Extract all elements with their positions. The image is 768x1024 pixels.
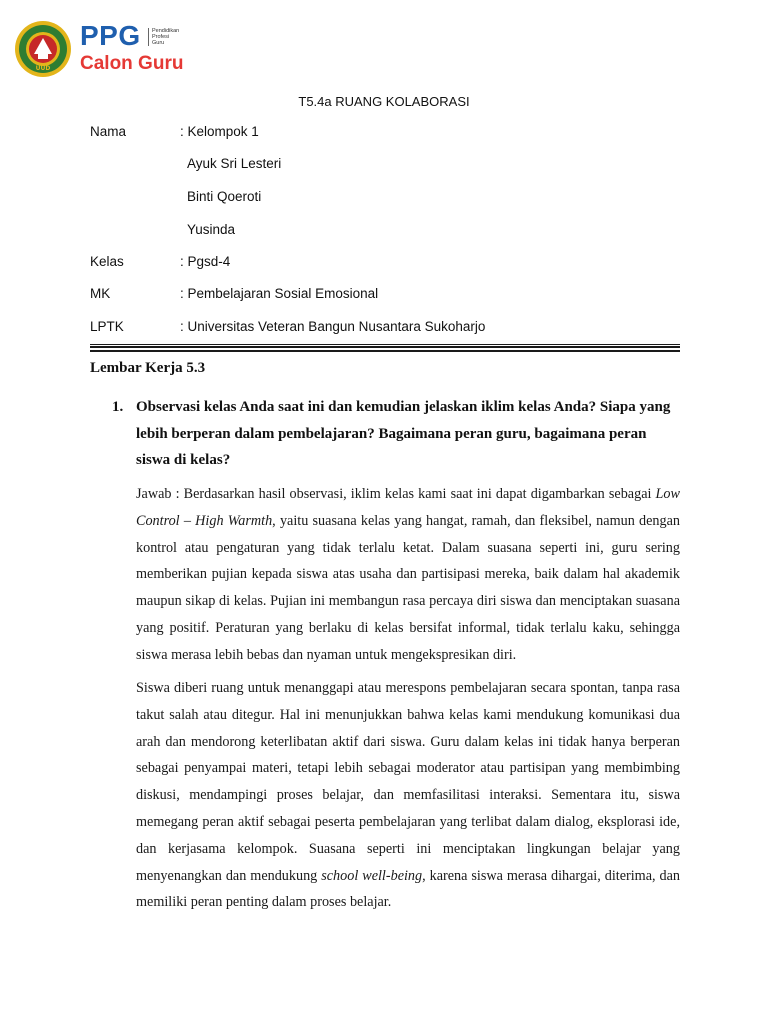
- answer-emphasis: Low Control – High Warmth: [136, 486, 680, 529]
- answer-paragraph: [136, 675, 680, 916]
- ppg-logo: [14, 18, 214, 80]
- answer-paragraph: [136, 481, 680, 669]
- document-title: T5.4a RUANG KOLABORASI: [298, 94, 470, 109]
- brand-sub-line: Guru: [152, 40, 165, 46]
- name-value: : Kelompok 1: [180, 124, 259, 139]
- brand-tagline: Calon Guru: [80, 53, 184, 74]
- answer-text: Jawab : Berdasarkan hasil observasi, iklim kelas kami saat ini dapat digambarkan sebagai: [136, 486, 656, 502]
- brand-sub-line: Profesi: [152, 34, 170, 40]
- answer-text: Siswa diberi ruang untuk menanggapi atau merespons pembelajaran secara spontan, tanpa rasa takut salah atau ditegur. Hal ini menunjukkan bahwa kelas kami mendukung komunikasi dua arah dan mendorong keterlibatan aktif dari siswa. Guru dalam kelas ini tidak hanya berperan sebagai penyampai materi, tetapi lebih sebagai moderator atau partisipan yang membimbing diskusi, mendampingi proses belajar, dan memfasilitasi interaksi. Sementara itu, siswa memegang peran aktif sebagai peserta pembelajaran yang terlibat dalam dialog, eksplorasi ide, dan kerjasama kelompok. Suasana seperti ini menciptakan lingkungan belajar yang menyenangkan dan mendukung: [136, 680, 680, 884]
- brand-sub-line: Pendidikan: [152, 28, 180, 34]
- class-value: : Pgsd-4: [180, 254, 231, 269]
- class-label: Kelas: [90, 254, 124, 269]
- seal-text: UUD: [35, 65, 51, 72]
- institution-value: : Universitas Veteran Bangun Nusantara Sukoharjo: [180, 319, 486, 334]
- question-number: 1.: [112, 399, 124, 415]
- member-name: Yusinda: [187, 222, 236, 237]
- answer-emphasis: school well-being: [321, 867, 423, 884]
- divider-line: [90, 344, 680, 345]
- member-name: Binti Qoeroti: [187, 189, 262, 204]
- double-divider: [90, 346, 680, 352]
- member-name: Ayuk Sri Lesteri: [187, 156, 282, 171]
- brand-sub: [148, 28, 198, 46]
- worksheet-heading: Lembar Kerja 5.3: [90, 360, 206, 376]
- name-label: Nama: [90, 124, 127, 139]
- institution-label: LPTK: [90, 319, 124, 334]
- brand-main: PPG: [80, 20, 141, 51]
- question-text: Observasi kelas Anda saat ini dan kemudian jelaskan iklim kelas Anda? Siapa yang lebih berperan dalam pembelajaran? Bagaimana peran guru, bagaimana peran siswa di kelas?: [136, 399, 671, 468]
- answer-text: , yaitu suasana kelas yang hangat, ramah, dan fleksibel, namun dengan kontrol atau pengaturan yang tidak terlalu ketat. Dalam suasana seperti ini, guru sering memberikan pujian kepada siswa atas usaha dan partisipasi mereka, baik dalam hal akademik maupun sikap di kelas. Pujian ini membangun rasa percaya diri siswa dan menciptakan suasana yang positif. Peraturan yang berlaku di kelas bersifat informal, tidak terlalu kaku, sehingga siswa merasa lebih bebas dan nyaman untuk mengekspresikan diri.: [136, 512, 680, 663]
- university-seal-icon: [14, 20, 72, 78]
- course-label: MK: [90, 286, 111, 301]
- answer-text: , karena siswa merasa dihargai, diterima, dan memiliki peran penting dalam proses belajar.: [136, 867, 680, 911]
- course-value: : Pembelajaran Sosial Emosional: [180, 286, 379, 301]
